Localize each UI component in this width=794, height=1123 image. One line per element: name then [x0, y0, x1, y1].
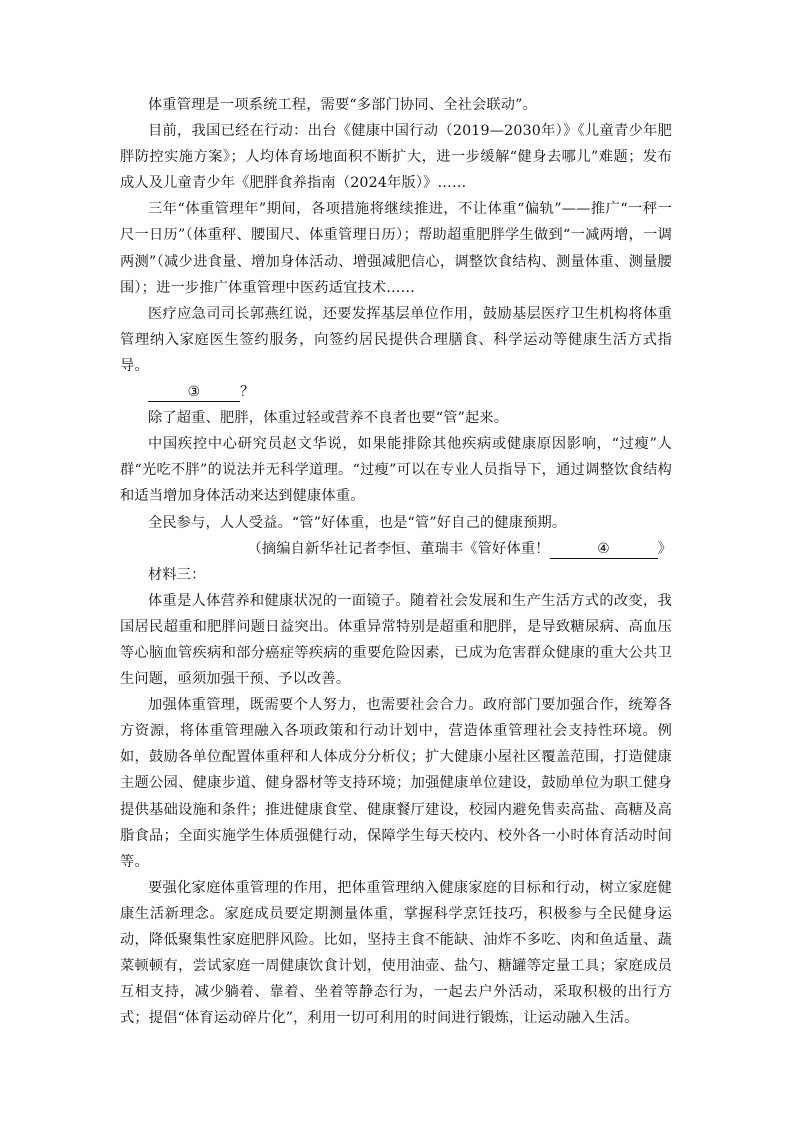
source-citation — [120, 536, 672, 562]
paragraph-underweight: 除了超重、肥胖，体重过轻或营养不良者也要“管”起来。 — [148, 410, 509, 427]
paragraph-grassroots-units: 医疗应急司司长郭燕红说，还要发挥基层单位作用，鼓励基层医疗卫生机构将体重管理纳入家庭医生签约服务，向签约居民提供合理膳食、科学运动等健康生活方式指导。 — [120, 305, 672, 374]
paragraph-everyone-participates: 全民参与，人人受益。“管”好体重，也是“管”好自己的健康预期。 — [148, 514, 567, 531]
fill-blank-3[interactable]: ③ — [148, 383, 240, 402]
source-prefix: （摘编自新华社记者李恒、董瑞丰《管好体重！ — [247, 540, 550, 557]
paragraph-weight-mirror: 体重是人体营养和健康状况的一面镜子。随着社会发展和生产生活方式的改变，我国居民超重和肥胖问题日益突出。体重异常特别是超重和肥胖，是导致糖尿病、高血压等心脑血管疾病和部分癌症等疾病的重要危险因素，已成为危害群众健康的重大公共卫生问题，亟须加强干预、予以改善。 — [120, 592, 672, 688]
fill-blank-4[interactable]: ④ — [550, 540, 658, 559]
paragraph-social-effort: 加强体重管理，既需要个人努力，也需要社会合力。政府部门要加强合作，统筹各方资源，将体重管理融入各项政策和行动计划中，营造体重管理社会支持性环境。例如，鼓励各单位配置体重秤和人体成分分析仪；扩大健康小屋社区覆盖范围，打造健康主题公园、健康步道、健身器材等支持环境；加强健康单位建设，鼓励单位为职工健身提供基础设施和条件；推进健康食堂、健康餐厅建设，校园内避免售卖高盐、高糖及高脂食品；全面实施学生体质强健行动，保障学生每天校内、校外各一小时体育活动时间等。 — [120, 697, 672, 870]
source-suffix: 》 — [657, 540, 672, 557]
document-page — [120, 92, 672, 1031]
paragraph-cdc-researcher: 中国疾控中心研究员赵文华说，如果能排除其他疾病或健康原因影响，“过瘦”人群“光吃不胖”的说法并无科学道理。“过瘦”可以在专业人员指导下，通过调整饮食结构和适当增加身体活动来达到健康体重。 — [120, 436, 672, 505]
paragraph-current-actions: 目前，我国已经在行动：出台《健康中国行动（2019—2030年）》《儿童青少年肥胖防控实施方案》；人均体育场地面积不断扩大，进一步缓解“健身去哪儿”难题；发布成人及儿童青少年《肥胖食养指南（2024年版）》…… — [120, 123, 672, 192]
paragraph-family-management: 要强化家庭体重管理的作用，把体重管理纳入健康家庭的目标和行动，树立家庭健康生活新理念。家庭成员要定期测量体重，掌握科学烹饪技巧，积极参与全民健身运动，降低聚集性家庭肥胖风险。比如，坚持主食不能缺、油炸不多吃、肉和鱼适量、蔬菜顿顿有，尝试家庭一周健康饮食计划，使用油壶、盐勺、糖罐等定量工具；家庭成员互相支持，减少躺着、靠着、坐着等静态行为，一起去户外活动，采取积极的出行方式；提倡“体育运动碎片化”，利用一切可利用的时间进行锻炼，让运动融入生活。 — [120, 879, 672, 1027]
paragraph-weight-management-year: 三年“体重管理年”期间，各项措施将继续推进，不让体重“偏轨”——推广“一秤一尺一日历”（体重秤、腰围尺、体重管理日历）；帮助超重肥胖学生做到“一减两增，一调两测”（减少进食量、增加身体活动、增强减肥信心，调整饮食结构、测量体重、测量腰围）；进一步推广体重管理中医药适宜技术…… — [120, 201, 672, 296]
material-three-label: 材料三： — [148, 566, 206, 583]
blank-question-3 — [120, 379, 672, 405]
paragraph-system-project: 体重管理是一项系统工程，需要“多部门协同、全社会联动”。 — [148, 97, 537, 113]
question-mark: ？ — [240, 384, 255, 401]
